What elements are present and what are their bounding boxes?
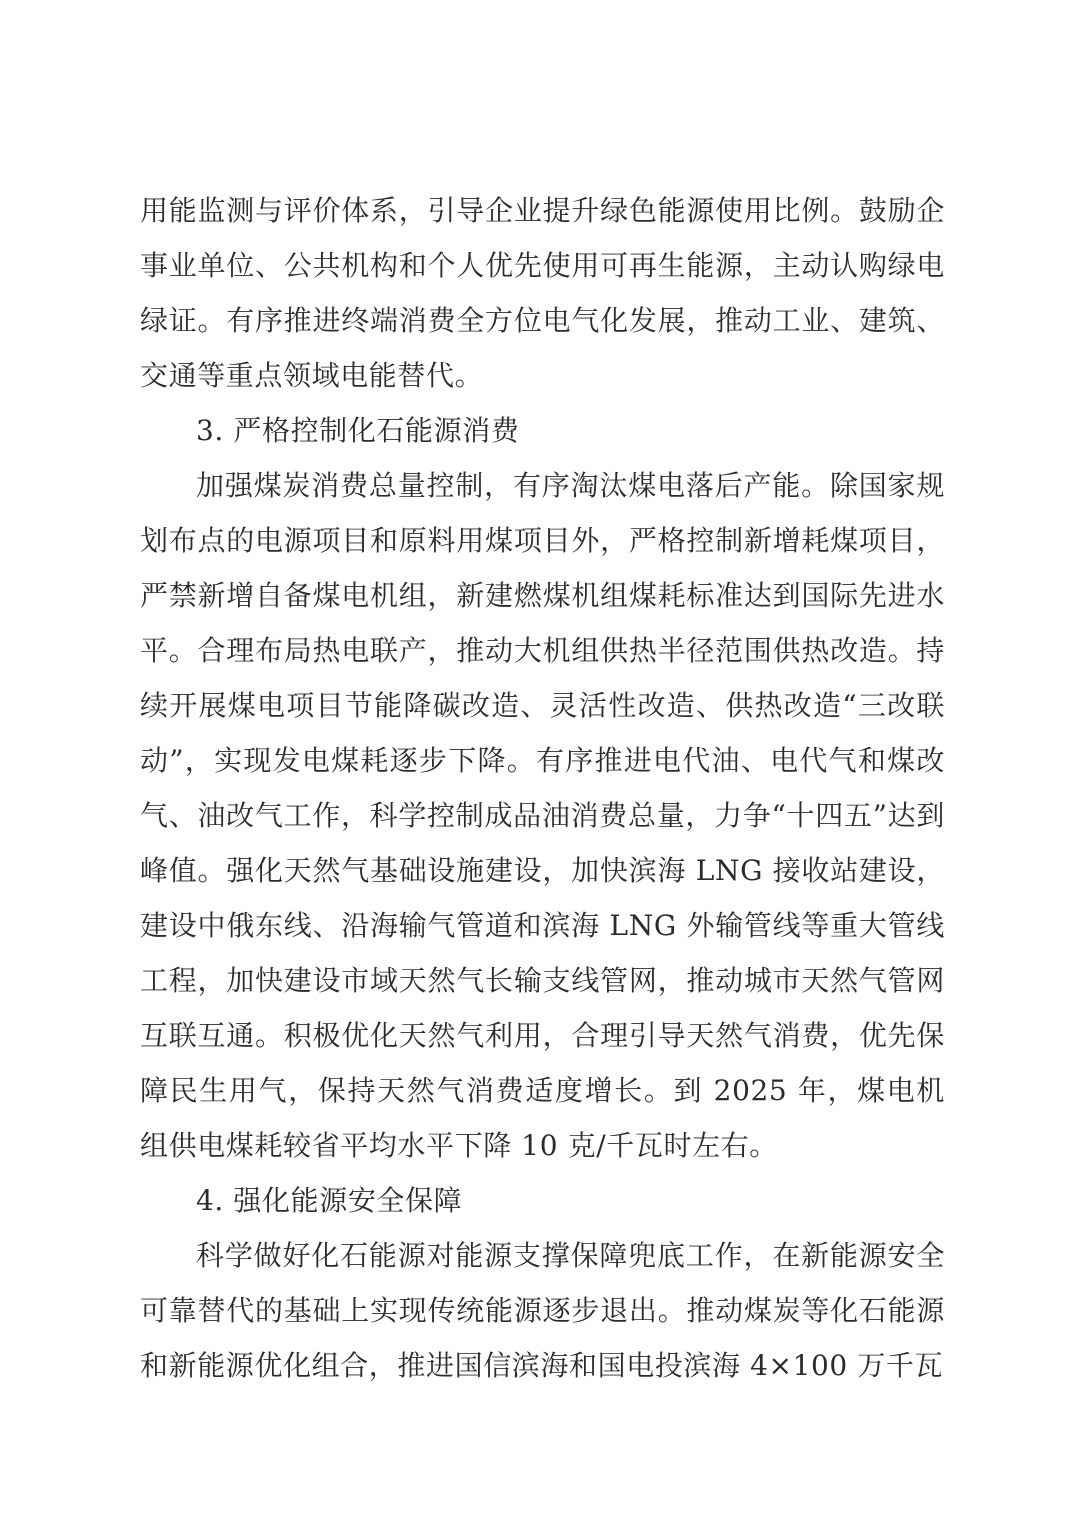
paragraph-energy-security: 科学做好化石能源对能源支撑保障兜底工作，在新能源安全可靠替代的基础上实现传统能源逐步退出。推动煤炭等化石能源和新能源优化组合，推进国信滨海和国电投滨海 4×100 万千瓦 <box>140 1239 945 1382</box>
section-heading-4: 4. 强化能源安全保障 <box>196 1184 463 1217</box>
section-heading-3: 3. 严格控制化石能源消费 <box>196 414 520 447</box>
document-body <box>140 183 945 1393</box>
paragraph-continuation: 用能监测与评价体系，引导企业提升绿色能源使用比例。鼓励企事业单位、公共机构和个人优先使用可再生能源，主动认购绿电绿证。有序推进终端消费全方位电气化发展，推动工业、建筑、交通等重点领域电能替代。 <box>140 194 945 392</box>
paragraph-fossil-energy-control: 加强煤炭消费总量控制，有序淘汰煤电落后产能。除国家规划布点的电源项目和原料用煤项目外，严格控制新增耗煤项目，严禁新增自备煤电机组，新建燃煤机组煤耗标准达到国际先进水平。合理布局热电联产，推动大机组供热半径范围供热改造。持续开展煤电项目节能降碳改造、灵活性改造、供热改造“三改联动”，实现发电煤耗逐步下降。有序推进电代油、电代气和煤改气、油改气工作，科学控制成品油消费总量，力争“十四五”达到峰值。强化天然气基础设施建设，加快滨海 LNG 接收站建设，建设中俄东线、沿海输气管道和滨海 LNG 外输管线等重大管线工程，加快建设市域天然气长输支线管网，推动城市天然气管网互联互通。积极优化天然气利用，合理引导天然气消费，优先保障民生用气，保持天然气消费适度增长。到 2025 年，煤电机组供电煤耗较省平均水平下降 10 克/千瓦时左右。 <box>140 469 945 1162</box>
